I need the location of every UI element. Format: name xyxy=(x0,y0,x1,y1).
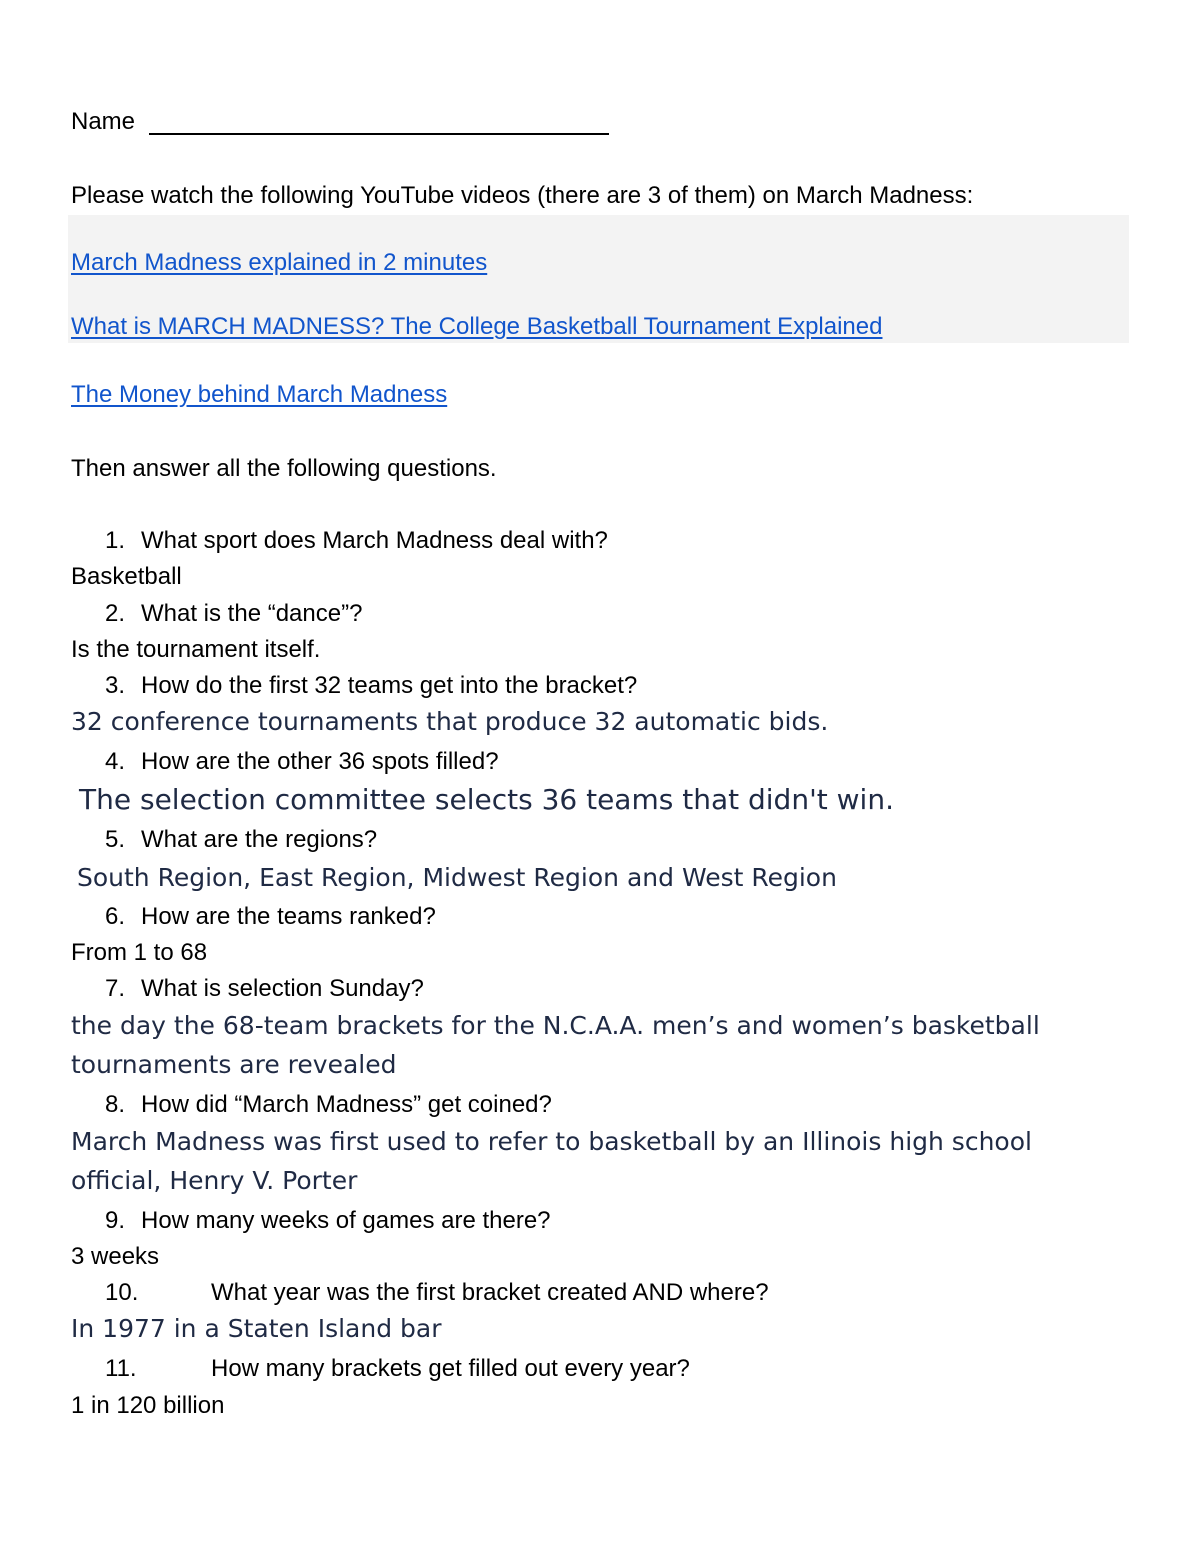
answer-text-line: March Madness was first used to refer to basketball by an Illinois high school xyxy=(71,1127,1032,1156)
question-text: What is the “dance”? xyxy=(141,600,363,627)
question-number: 2. xyxy=(105,600,126,627)
question-text: How did “March Madness” get coined? xyxy=(141,1091,552,1118)
question-number: 10. xyxy=(105,1279,139,1306)
video-link-3[interactable]: The Money behind March Madness xyxy=(71,381,448,408)
answer-text: 32 conference tournaments that produce 32 automatic bids. xyxy=(71,707,829,736)
answer-text: South Region, East Region, Midwest Region and West Region xyxy=(77,863,837,892)
answer-text: Is the tournament itself. xyxy=(71,636,321,663)
question-text: What are the regions? xyxy=(141,826,378,853)
answer-text: The selection committee selects 36 teams that didn't win. xyxy=(79,783,894,816)
question-number: 5. xyxy=(105,826,126,853)
question-number: 1. xyxy=(105,527,126,554)
question-text: How do the first 32 teams get into the bracket? xyxy=(141,672,638,699)
answer-text: In 1977 in a Staten Island bar xyxy=(71,1314,442,1343)
question-text: How are the teams ranked? xyxy=(141,903,436,930)
answer-text-line: the day the 68-team brackets for the N.C.A.A. men’s and women’s basketball xyxy=(71,1011,1040,1040)
question-text: What is selection Sunday? xyxy=(141,975,424,1002)
question-number: 3. xyxy=(105,672,126,699)
answer-text: From 1 to 68 xyxy=(71,939,208,966)
question-text: How are the other 36 spots filled? xyxy=(141,748,499,775)
answer-text: Basketball xyxy=(71,563,182,590)
question-text: What sport does March Madness deal with? xyxy=(141,527,608,554)
answer-text-line: tournaments are revealed xyxy=(71,1050,397,1079)
question-number: 8. xyxy=(105,1091,126,1118)
question-number: 9. xyxy=(105,1207,126,1234)
name-label: Name xyxy=(71,108,136,135)
instructions-text: Please watch the following YouTube videos (there are 3 of them) on March Madness: xyxy=(71,182,974,209)
question-text: How many brackets get filled out every year? xyxy=(211,1355,690,1382)
question-number: 4. xyxy=(105,748,126,775)
answer-text: 1 in 120 billion xyxy=(71,1392,225,1419)
question-text: What year was the first bracket created AND where? xyxy=(211,1279,769,1306)
question-number: 11. xyxy=(105,1355,137,1382)
answer-text-line: official, Henry V. Porter xyxy=(71,1166,358,1195)
name-blank-line[interactable] xyxy=(149,133,609,135)
answer-text: 3 weeks xyxy=(71,1243,160,1270)
video-link-1[interactable]: March Madness explained in 2 minutes xyxy=(71,249,488,276)
question-text: How many weeks of games are there? xyxy=(141,1207,551,1234)
question-number: 6. xyxy=(105,903,126,930)
video-link-2[interactable]: What is MARCH MADNESS? The College Basketball Tournament Explained xyxy=(71,313,883,340)
question-number: 7. xyxy=(105,975,126,1002)
answer-instructions: Then answer all the following questions. xyxy=(71,455,497,482)
